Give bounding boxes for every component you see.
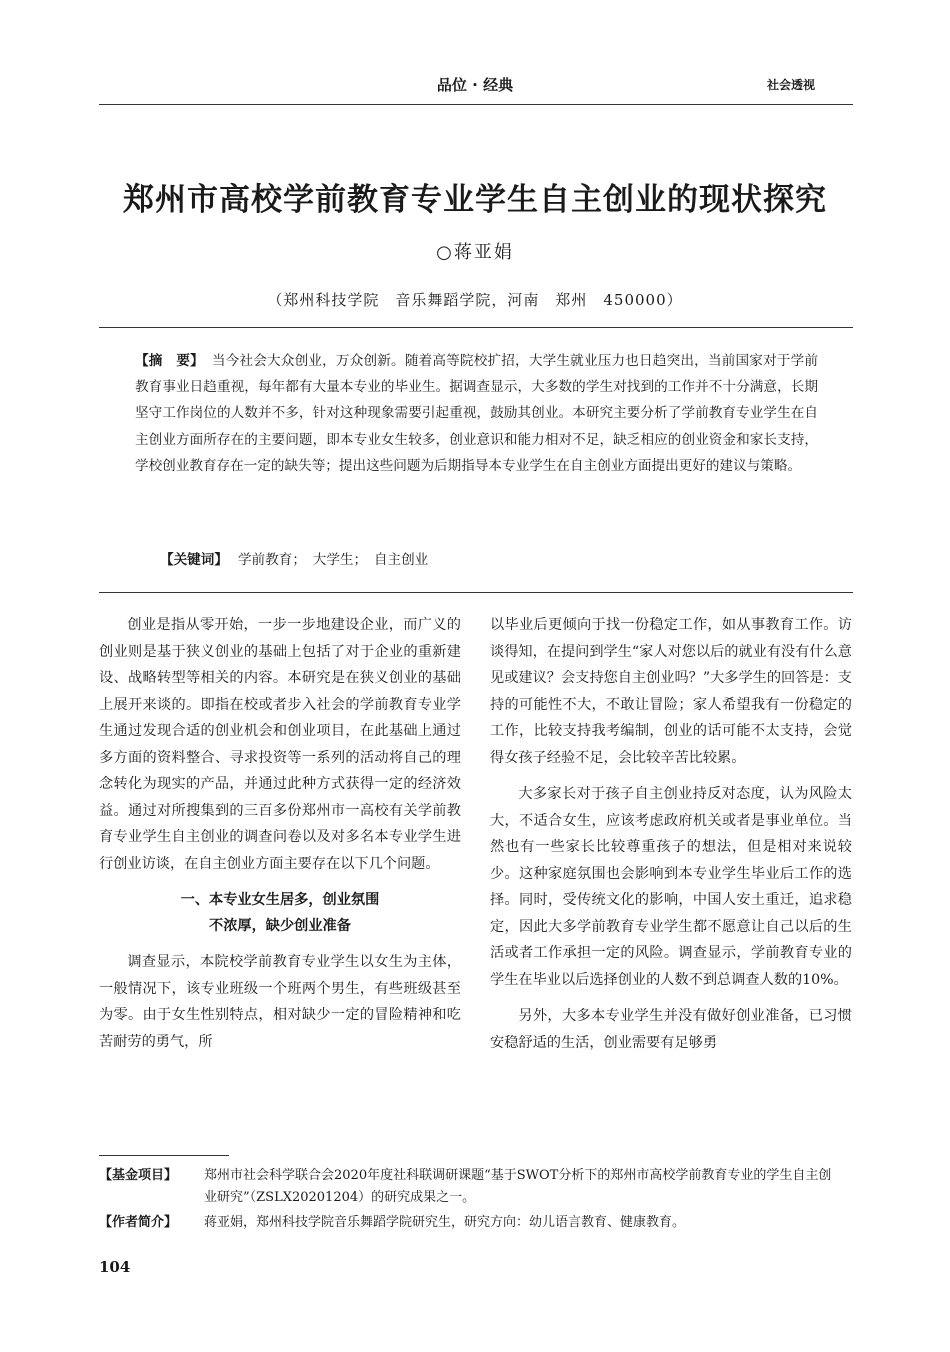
- article-title: 郑州市高校学前教育专业学生自主创业的现状探究: [123, 182, 827, 218]
- footnote-author: [99, 1212, 839, 1234]
- fund-label: 【基金项目】: [99, 1168, 178, 1183]
- body-left-column: [99, 612, 461, 1055]
- author-bio-text: 蒋亚娟，郑州科技学院音乐舞蹈学院研究生，研究方向：幼儿语言教育、健康教育。: [204, 1215, 686, 1230]
- header-rule: [99, 104, 853, 105]
- body-right-column: [490, 612, 852, 1056]
- affiliation-rule: [99, 327, 853, 328]
- footnote-fund: [99, 1165, 839, 1209]
- section-heading-line: 不浓厚，缺少创业准备: [209, 918, 351, 934]
- abstract-text: 当今社会大众创业，万众创新。随着高等院校扩招，大学生就业压力也日趋突出，当前国家对于学前教育事业日趋重视，每年都有大量本专业的毕业生。据调查显示，大多数的学生对找到的工作并不十分满意，长期坚守工作岗位的人数并不多，针对这种现象需要引起重视，鼓励其创业。本研究主要分析了学前教育专业学生在自主创业方面所存在的主要问题，即本专业女生较多，创业意识和能力相对不足，缺乏相应的创业资金和家长支持，学校创业教育存在一定的缺失等；提出这些问题为后期指导本专业学生在自主创业方面提出更好的建议与策略。: [135, 353, 819, 474]
- keywords-block: [160, 548, 428, 568]
- page-number: 104: [99, 1258, 131, 1276]
- running-header-section: 社会透视: [766, 78, 815, 92]
- running-header-journal: 品位 · 经典: [436, 76, 514, 94]
- abstract-label: 【摘 要】: [135, 353, 204, 369]
- section-heading-line: 一、本专业女生居多，创业氛围: [180, 892, 380, 908]
- fund-text: 郑州市社会科学联合会2020年度社科联调研课题“基于SWOT分析下的郑州市高校学前教育专业的学生自主创业研究”（ZSLX20201204）的研究成果之一。: [204, 1168, 832, 1205]
- author-affiliation: （郑州科技学院 音乐舞蹈学院，河南 郑州 450000）: [267, 291, 683, 309]
- body-paragraph: 调查显示，本院校学前教育专业学生以女生为主体，一般情况下，该专业班级一个班两个男生，有些班级甚至为零。由于女生性别特点，相对缺少一定的冒险精神和吃苦耐劳的勇气，所: [99, 954, 461, 1050]
- body-paragraph: 大多家长对于孩子自主创业持反对态度，认为风险太大，不适合女生，应该考虑政府机关或者是事业单位。当然也有一些家长比较尊重孩子的想法，但是相对来说较少。这种家庭氛围也会影响到本专业学生毕业后工作的选择。同时，受传统文化的影响，中国人安土重迁，追求稳定，因此大多学前教育专业学生都不愿意让自己以后的生活或者工作承担一定的风险。调查显示，学前教育专业的学生在毕业以后选择创业的人数不到总调查人数的10%。: [490, 786, 852, 988]
- abstract-rule: [99, 592, 853, 593]
- abstract-block: [135, 348, 818, 479]
- body-paragraph: 另外，大多本专业学生并没有做好创业准备，已习惯安稳舒适的生活，创业需要有足够勇: [490, 1008, 852, 1051]
- article-author: ○蒋亚娟: [436, 242, 514, 263]
- body-paragraph: 以毕业后更倾向于找一份稳定工作，如从事教育工作。访谈得知，在提问到学生“家人对您以后的就业有没有什么意见或建议？会支持您自主创业吗？”大多学生的回答是：支持的可能性不大，不敢让冒险；家人希望我有一份稳定的工作，比较支持我考编制，创业的话可能不太支持，会觉得女孩子经验不足，会比较辛苦比较累。: [490, 617, 852, 766]
- keywords-text: 学前教育； 大学生； 自主创业: [237, 552, 429, 568]
- keywords-label: 【关键词】: [160, 552, 228, 568]
- footnote-rule: [99, 1155, 229, 1156]
- author-bio-label: 【作者简介】: [99, 1215, 178, 1230]
- body-paragraph: 创业是指从零开始，一步一步地建设企业，而广义的创业则是基于狭义创业的基础上包括了对于企业的重新建设、战略转型等相关的内容。本研究是在狭义创业的基础上展开来谈的。即指在校或者步入社会的学前教育专业学生通过发现合适的创业机会和创业项目，在此基础上通过多方面的资料整合、寻求投资等一系列的活动将自己的理念转化为现实的产品，并通过此种方式获得一定的经济效益。通过对所搜集到的三百多份郑州市一高校有关学前教育专业学生自主创业的调查问卷以及对多名本专业学生进行创业访谈，在自主创业方面主要存在以下几个问题。: [99, 617, 461, 872]
- section-heading: [99, 887, 461, 939]
